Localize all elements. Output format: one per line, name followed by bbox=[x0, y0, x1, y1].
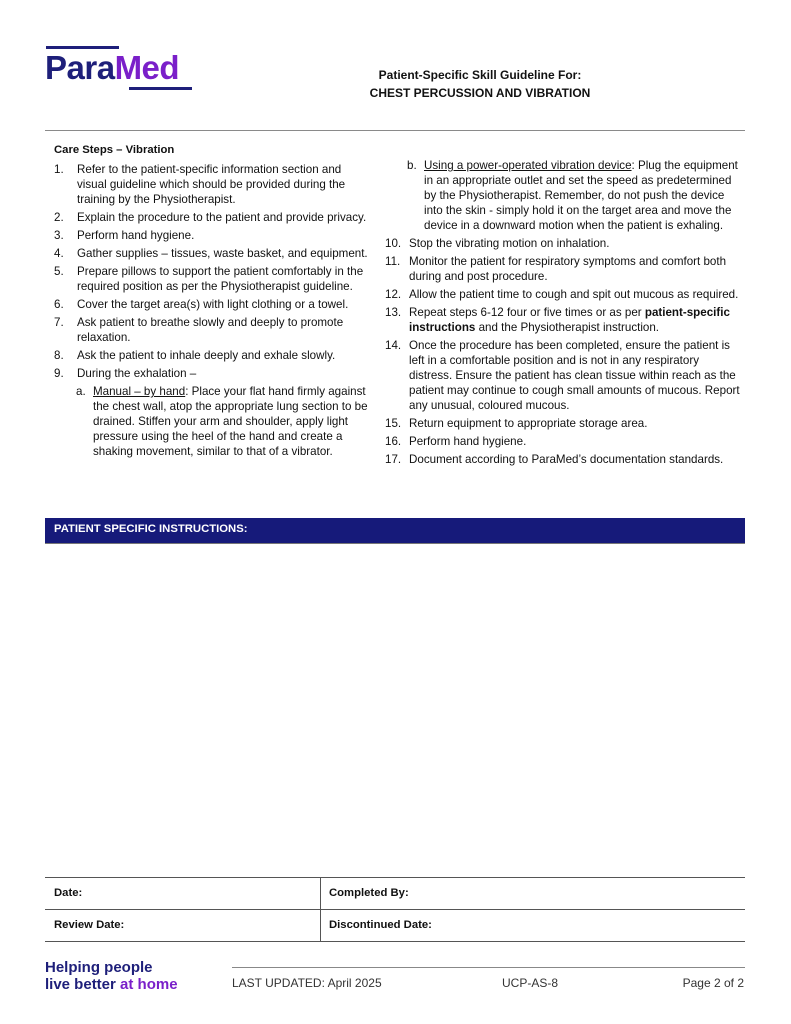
patient-specific-instructions-area[interactable] bbox=[45, 545, 745, 870]
date-field[interactable]: Date: bbox=[54, 887, 83, 899]
step-number: 4. bbox=[54, 247, 64, 260]
step-item bbox=[54, 210, 374, 225]
step-text: Explain the procedure to the patient and provide privacy. bbox=[77, 211, 367, 224]
step-item bbox=[385, 305, 745, 335]
title-line-1: Patient-Specific Skill Guideline For: bbox=[378, 68, 582, 82]
substep-label: Manual – by hand bbox=[93, 385, 186, 398]
step-item bbox=[54, 162, 374, 207]
footer-tagline bbox=[45, 959, 178, 993]
substep-body: : Plug the equipment in an appropriate outlet and set the speed as predetermined by the Physiotherapist. Remember, do not push the device into the skin - simply hold it on the target area and move the device in a downward motion when the patient is exhaling. bbox=[424, 159, 738, 232]
substep-letter: b. bbox=[407, 159, 417, 172]
last-updated: LAST UPDATED: April 2025 bbox=[232, 976, 382, 990]
step-item bbox=[54, 228, 374, 243]
step-text: Once the procedure has been completed, ensure the patient is left in a comfortable position and is not in any respiratory distress. Ensure the patient has clean tissue within reach as the patient may continue to cough small amounts of mucous. Report any unusual, coloured mucous. bbox=[409, 339, 740, 412]
step-number: 8. bbox=[54, 349, 64, 362]
step-text: Perform hand hygiene. bbox=[409, 435, 527, 448]
step-item bbox=[385, 338, 745, 413]
patient-specific-instructions-heading: PATIENT SPECIFIC INSTRUCTIONS: bbox=[54, 523, 248, 535]
step-text: Gather supplies – tissues, waste basket, and equipment. bbox=[77, 247, 368, 260]
step-text: During the exhalation – bbox=[77, 367, 197, 380]
step-number: 7. bbox=[54, 316, 64, 329]
tagline-accent: at home bbox=[120, 976, 178, 993]
title-line-2: CHEST PERCUSSION AND VIBRATION bbox=[369, 86, 591, 100]
step-number: 14. bbox=[385, 339, 402, 352]
step-item bbox=[54, 246, 374, 261]
care-steps-heading: Care Steps – Vibration bbox=[54, 144, 175, 156]
step-number: 1. bbox=[54, 163, 64, 176]
header-divider bbox=[45, 130, 745, 131]
completed-by-field[interactable]: Completed By: bbox=[329, 887, 409, 899]
step-item bbox=[54, 264, 374, 294]
step-item bbox=[54, 315, 374, 345]
care-steps-right-column bbox=[385, 158, 745, 470]
step-text bbox=[409, 305, 745, 335]
sign-off-column-divider bbox=[320, 878, 321, 941]
step-number: 2. bbox=[54, 211, 64, 224]
step-item bbox=[385, 434, 745, 449]
step-text: Monitor the patient for respiratory symptoms and comfort both during and post procedure. bbox=[409, 255, 727, 283]
step-text-bold: patient-specific instructions bbox=[409, 306, 730, 334]
document-title bbox=[330, 66, 630, 102]
substep-body: : Place your flat hand firmly against the chest wall, atop the appropriate lung section to be drained. Stiffen your arm and shoulder, apply light pressure using the heel of the hand and create a shaking movement, similar to that of a vibrator. bbox=[93, 385, 368, 458]
step-text: Cover the target area(s) with light clothing or a towel. bbox=[77, 298, 349, 311]
substep-item bbox=[76, 384, 374, 459]
step-number: 6. bbox=[54, 298, 64, 311]
step-number: 11. bbox=[385, 255, 401, 268]
substep-text bbox=[93, 384, 374, 459]
discontinued-date-field[interactable]: Discontinued Date: bbox=[329, 919, 432, 931]
step-item bbox=[385, 452, 745, 467]
step-item bbox=[385, 254, 745, 284]
step-item bbox=[54, 297, 374, 312]
step-number: 10. bbox=[385, 237, 402, 250]
step-number: 12. bbox=[385, 288, 402, 301]
tagline-part: live better bbox=[45, 976, 121, 993]
substep-text bbox=[424, 158, 745, 233]
step-number: 17. bbox=[385, 453, 402, 466]
page-number: Page 2 of 2 bbox=[682, 976, 744, 990]
patient-specific-instructions-header bbox=[45, 518, 745, 544]
step-text: Refer to the patient-specific information section and visual guideline which should be provided during the training by the Physiotherapist. bbox=[77, 163, 346, 206]
logo-med: Med bbox=[114, 49, 180, 86]
step-item bbox=[54, 348, 374, 363]
substep-label: Using a power-operated vibration device bbox=[424, 159, 632, 172]
step-text: Perform hand hygiene. bbox=[77, 229, 195, 242]
step-item bbox=[385, 416, 745, 431]
step-item bbox=[385, 236, 745, 251]
tagline-line-2 bbox=[45, 976, 178, 993]
step-text-part: Repeat steps 6-12 four or five times or as per bbox=[409, 306, 645, 319]
footer-divider bbox=[232, 967, 745, 968]
step-number: 16. bbox=[385, 435, 402, 448]
sign-off-row-divider bbox=[45, 909, 745, 910]
step-number: 13. bbox=[385, 306, 402, 319]
step-item bbox=[385, 287, 745, 302]
document-code: UCP-AS-8 bbox=[502, 976, 559, 990]
step-text: Stop the vibrating motion on inhalation. bbox=[409, 237, 610, 250]
substep-item bbox=[407, 158, 745, 233]
logo-para: Para bbox=[45, 49, 115, 86]
tagline-line-1: Helping people bbox=[45, 959, 153, 976]
step-number: 9. bbox=[54, 367, 64, 380]
step-text: Allow the patient time to cough and spit out mucous as required. bbox=[409, 288, 739, 301]
step-number: 5. bbox=[54, 265, 64, 278]
sign-off-table bbox=[45, 877, 745, 942]
care-steps-left-column bbox=[54, 143, 374, 462]
step-item bbox=[54, 366, 374, 381]
step-text: Ask the patient to inhale deeply and exhale slowly. bbox=[77, 349, 336, 362]
substep-letter: a. bbox=[76, 385, 86, 398]
step-text: Prepare pillows to support the patient comfortably in the required position as per the Physiotherapist guideline. bbox=[77, 265, 364, 293]
logo-bottom-bar bbox=[129, 87, 192, 90]
review-date-field[interactable]: Review Date: bbox=[54, 919, 125, 931]
step-text-part: and the Physiotherapist instruction. bbox=[475, 321, 660, 334]
step-text: Document according to ParaMed’s documentation standards. bbox=[409, 453, 724, 466]
step-text: Return equipment to appropriate storage area. bbox=[409, 417, 648, 430]
logo-wordmark bbox=[45, 50, 179, 86]
step-number: 3. bbox=[54, 229, 64, 242]
paramed-logo bbox=[45, 46, 195, 92]
step-text: Ask patient to breathe slowly and deeply to promote relaxation. bbox=[77, 316, 344, 344]
step-number: 15. bbox=[385, 417, 402, 430]
